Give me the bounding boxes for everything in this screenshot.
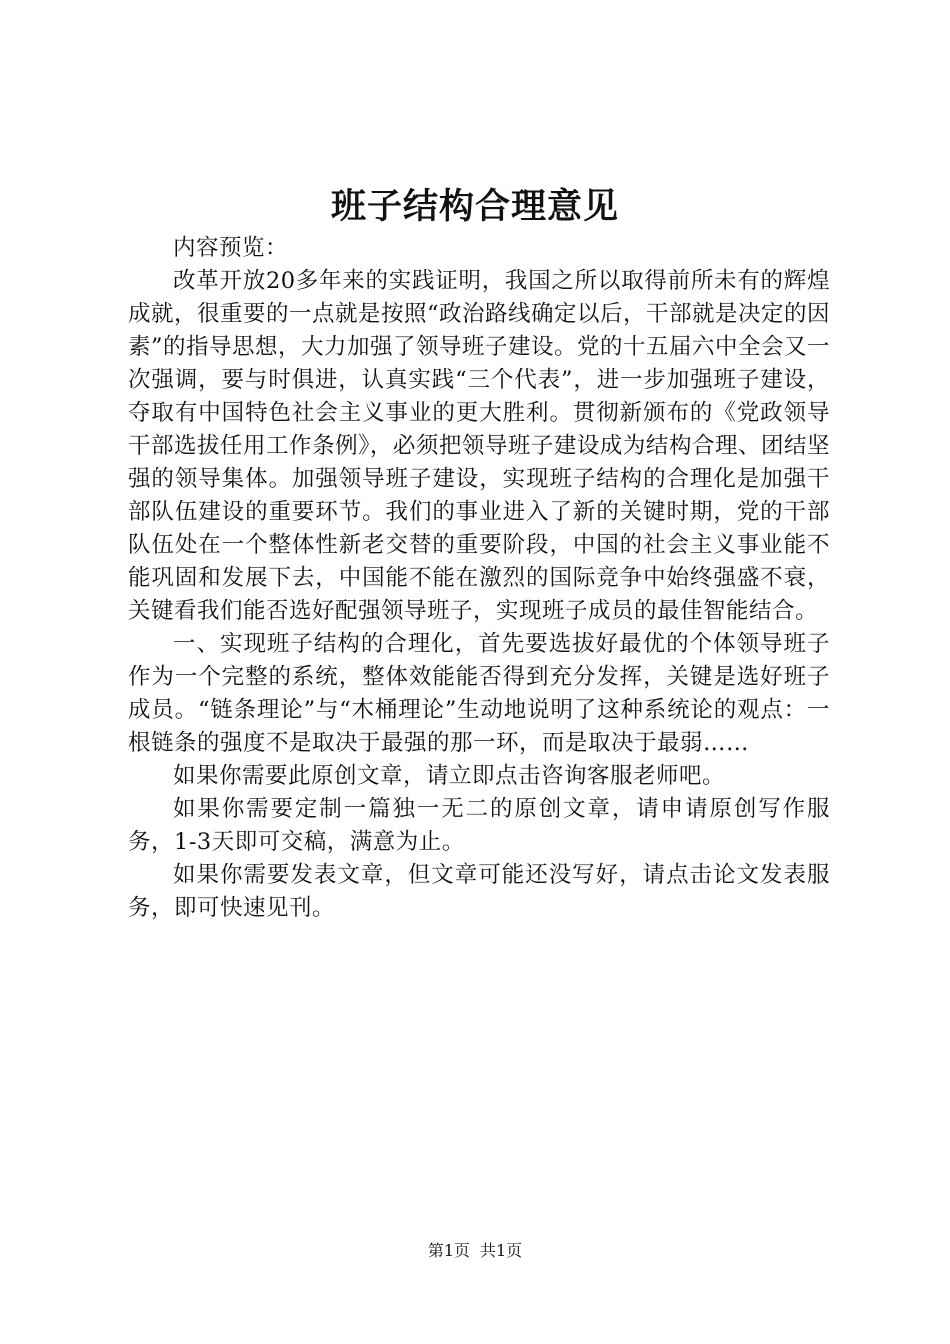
page-total: 共1页 [480,1241,523,1260]
preview-label: 内容预览： [173,235,289,261]
paragraph-custom-writing-link[interactable]: 如果你需要定制一篇独一无二的原创文章，请申请原创写作服务，1-3天即可交稿，满意为止。 [128,796,830,855]
document-title: 班子结构合理意见 [330,186,619,227]
page-number: 第1页 [427,1241,470,1260]
page-footer [0,1240,950,1262]
paragraph-consult-link[interactable]: 如果你需要此原创文章，请立即点击咨询客服老师吧。 [173,763,726,789]
paragraph-section-one: 一、实现班子结构的合理化，首先要选拔好最优的个体领导班子作为一个完整的系统，整体效能能否得到充分发挥，关键是选好班子成员。“链条理论”与“木桶理论”生动地说明了这种系统论的观点：一根链条的强度不是取决于最强的那一环，而是取决于最弱…… [128,631,830,756]
paragraph-intro: 改革开放20多年来的实践证明，我国之所以取得前所未有的辉煌成就，很重要的一点就是按照“政治路线确定以后，干部就是决定的因素”的指导思想，大力加强了领导班子建设。党的十五届六中全会又一次强调，要与时俱进，认真实践“三个代表”，进一步加强班子建设，夺取有中国特色社会主义事业的更大胜利。贯彻新颁布的《党政领导干部选拔任用工作条例》，必须把领导班子建设成为结构合理、团结坚强的领导集体。加强领导班子建设，实现班子结构的合理化是加强干部队伍建设的重要环节。我们的事业进入了新的关键时期，党的干部队伍处在一个整体性新老交替的重要阶段，中国的社会主义事业能不能巩固和发展下去，中国能不能在激烈的国际竞争中始终强盛不衰，关键看我们能否选好配强领导班子，实现班子成员的最佳智能结合。 [128,268,831,624]
paragraph-publish-link[interactable]: 如果你需要发表文章，但文章可能还没写好，请点击论文发表服务，即可快速见刊。 [128,862,830,921]
document-body [128,232,830,925]
